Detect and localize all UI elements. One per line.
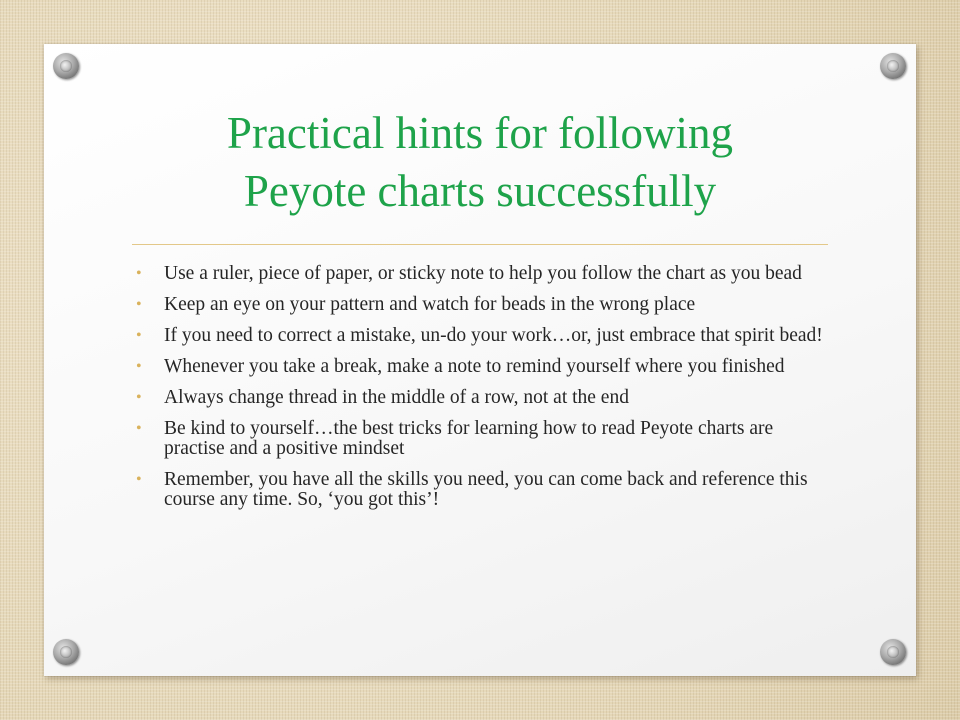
bullet-text: Always change thread in the middle of a row, not at the end (164, 387, 629, 408)
rivet-icon (53, 53, 79, 79)
title-divider (132, 244, 828, 245)
bullet-marker-icon: • (136, 420, 142, 437)
bullet-list (136, 264, 826, 521)
slide-title-line: Practical hints for following (226, 108, 734, 158)
rivet-icon (53, 639, 79, 665)
bullet-text: Whenever you take a break, make a note to remind yourself where you finished (164, 356, 785, 377)
bullet-item (136, 264, 826, 284)
bullet-marker-icon: • (136, 327, 142, 344)
bullet-text: Be kind to yourself…the best tricks for learning how to read Peyote charts are practise and a positive mindset (164, 418, 774, 459)
bullet-item (136, 326, 826, 346)
bullet-marker-icon: • (136, 358, 142, 375)
bullet-item (136, 295, 826, 315)
rivet-icon (880, 639, 906, 665)
bullet-marker-icon: • (136, 389, 142, 406)
bullet-text: Keep an eye on your pattern and watch for beads in the wrong place (164, 294, 696, 315)
bullet-text: Use a ruler, piece of paper, or sticky note to help you follow the chart as you bead (164, 263, 802, 284)
bullet-text: Remember, you have all the skills you need, you can come back and reference this course any time. So, ‘you got this’! (164, 469, 808, 510)
bullet-item (136, 357, 826, 377)
bullet-text: If you need to correct a mistake, un-do your work…or, just embrace that spirit bead! (164, 325, 823, 346)
bullet-marker-icon: • (136, 471, 142, 488)
slide-title (100, 104, 860, 220)
rivet-icon (880, 53, 906, 79)
bullet-marker-icon: • (136, 265, 142, 282)
bullet-marker-icon: • (136, 296, 142, 313)
bullet-item (136, 419, 826, 459)
bullet-item (136, 470, 826, 510)
slide-title-line: Peyote charts successfully (243, 166, 717, 216)
bullet-item (136, 388, 826, 408)
